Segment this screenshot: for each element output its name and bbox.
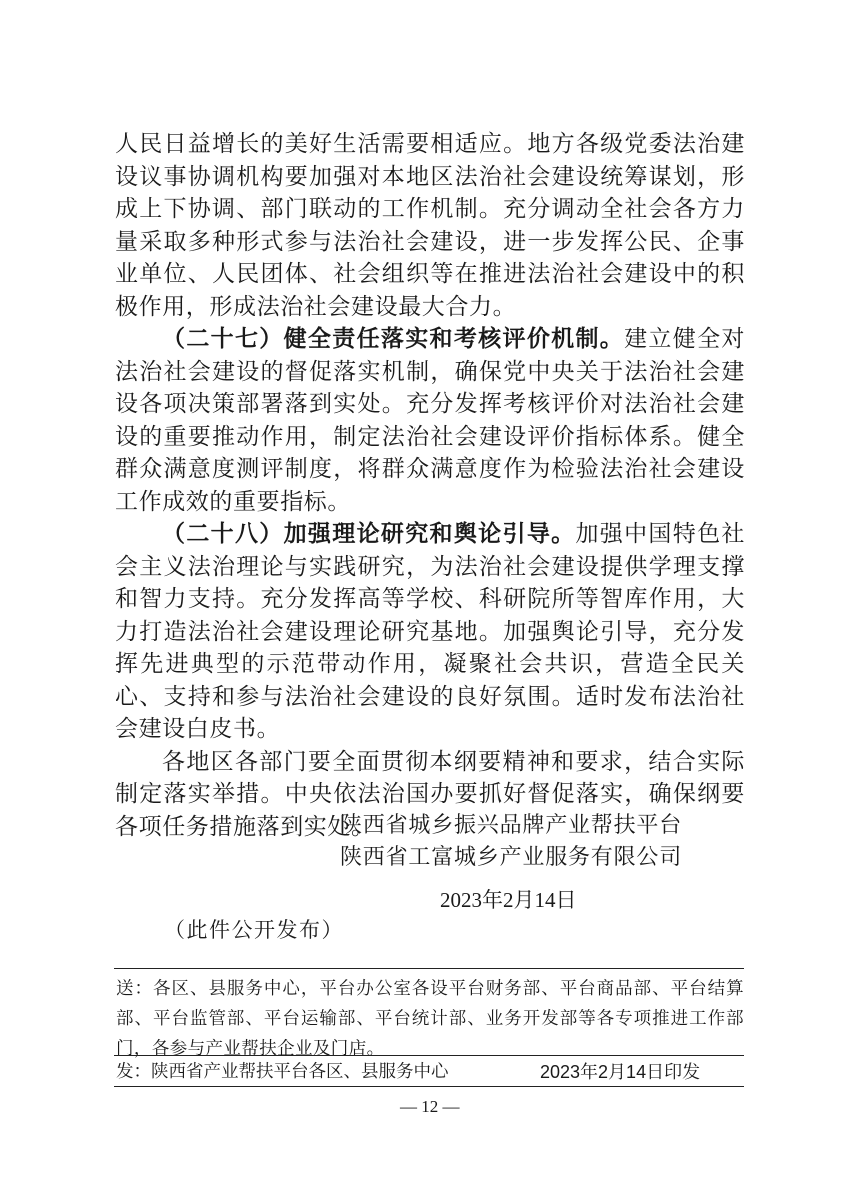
paragraph-28-heading: （二十八）加强理论研究和舆论引导。 — [162, 520, 576, 547]
paragraph-27 — [115, 323, 745, 518]
paragraph-27-heading: （二十七）健全责任落实和考核评价机制。 — [162, 325, 625, 352]
paragraph-continuation: 人民日益增长的美好生活需要相适应。地方各级党委法治建设议事协调机构要加强对本地区法治社会建设统筹谋划，形成上下协调、部门联动的工作机制。充分调动全社会各方力量采取多种形式参与法治社会建设，进一步发挥公民、企事业单位、人民团体、社会组织等在推进法治社会建设中的积极作用，形成法治社会建设最大合力。 — [115, 131, 745, 320]
paragraph-28 — [115, 518, 745, 746]
signature-org-2: 陕西省工富城乡产业服务有限公司 — [340, 845, 683, 870]
paragraph-27-body: 建立健全对法治社会建设的督促落实机制，确保党中央关于法治社会建设各项决策部署落到实处。充分发挥考核评价对法治社会建设的重要推动作用，制定法治社会建设评价指标体系。健全群众满意度测评制度，将群众满意度作为检验法治社会建设工作成效的重要指标。 — [115, 326, 745, 515]
public-release-note: （此件公开发布） — [164, 918, 344, 942]
paragraph-28-body: 加强中国特色社会主义法治理论与实践研究，为法治社会建设提供学理支撑和智力支持。充分发挥高等学校、科研院所等智库作用，大力打造法治社会建设理论研究基地。加强舆论引导，充分发挥先进典型的示范带动作用，凝聚社会共识，营造全民关心、支持和参与法治社会建设的良好氛围。适时发布法治社会建设白皮书。 — [115, 521, 745, 742]
send-to-text: 送：各区、县服务中心，平台办公室各设平台财务部、平台商品部、平台结算部、平台监管部、平台运输部、平台统计部、业务开发部等各专项推进工作部门，各参与产业帮扶企业及门店。 — [116, 979, 744, 1059]
signature-org-1: 陕西省城乡振兴品牌产业帮扶平台 — [340, 813, 683, 838]
document-body — [115, 128, 745, 843]
top-divider — [114, 968, 744, 969]
page-number: — 12 — — [400, 1097, 460, 1116]
issue-line — [116, 1058, 716, 1083]
signature-date: 2023年2月14日 — [440, 888, 577, 912]
bottom-divider — [114, 1086, 744, 1087]
middle-divider — [114, 1055, 744, 1056]
paragraph-closing: 各地区各部门要全面贯彻本纲要精神和要求，结合实际制定落实举措。中央依法治国办要抓好督促落实，确保纲要各项任务措施落到实处。 — [115, 748, 745, 840]
issued-date-text: 2023年2月14日印发 — [540, 1062, 701, 1082]
distribution-list — [116, 974, 744, 1064]
issued-by-text: 发：陕西省产业帮扶平台各区、县服务中心 — [116, 1062, 449, 1082]
